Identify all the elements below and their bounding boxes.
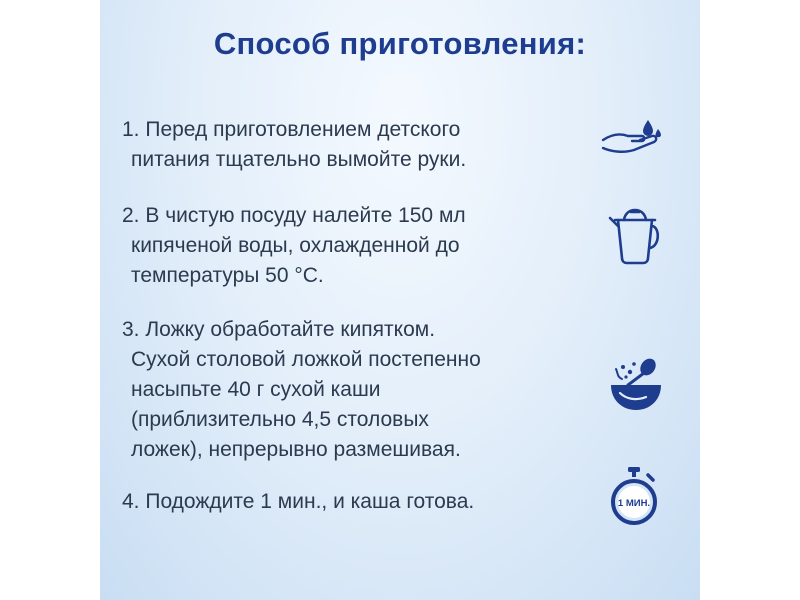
step-3-line-5: ложек), непрерывно размешивая. [131, 438, 461, 461]
step-3-line-2: Сухой столовой ложкой постепенно [131, 348, 481, 371]
step-2-line-3: температуры 50 °С. [131, 264, 324, 287]
step-2 [122, 201, 592, 291]
step-1-line-1: 1. Перед приготовлением детского [122, 118, 461, 141]
step-4 [122, 487, 592, 517]
step-1 [122, 115, 592, 175]
step-3-line-4: (приблизительно 4,5 столовых [131, 408, 429, 431]
step-2-line-2: кипяченой воды, охлажденной до [131, 234, 460, 257]
hand-wash-icon [600, 118, 668, 158]
kettle-icon [608, 206, 662, 266]
step-4-line-1: 4. Подождите 1 мин., и каша готова. [122, 490, 475, 513]
instruction-card [100, 0, 700, 600]
step-2-line-1: 2. В чистую посуду налейте 150 мл [122, 204, 466, 227]
step-3 [122, 315, 592, 465]
bowl-spoon-icon [608, 355, 664, 413]
stopwatch-icon [609, 466, 659, 528]
page-title: Способ приготовления: [213, 26, 587, 61]
step-3-line-3: насыпьте 40 г сухой каши [131, 378, 381, 401]
step-1-line-2: питания тщательно вымойте руки. [131, 148, 467, 171]
step-3-line-1: 3. Ложку обработайте кипятком. [122, 318, 436, 341]
stopwatch-label: 1 МИН. [617, 498, 651, 509]
